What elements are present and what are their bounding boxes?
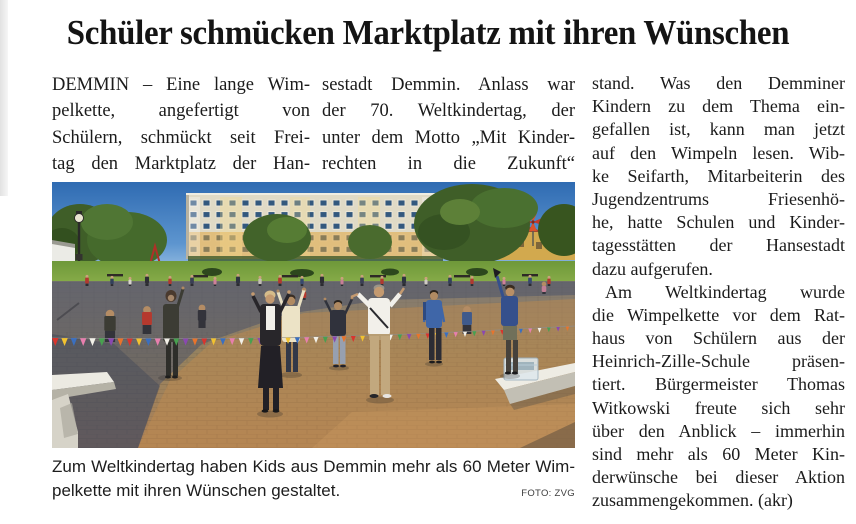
headline: Schüler schmücken Marktplatz mit ihren Wünschen bbox=[66, 13, 790, 52]
article-text-line: derwünsche bei dieser Aktion bbox=[592, 467, 845, 488]
article-text-line: auf den Wimpeln lesen. Wib- bbox=[592, 142, 845, 163]
article-text-line: haus von Schülern aus der bbox=[592, 328, 845, 349]
article-text-line: über den Anblick – immerhin bbox=[592, 420, 845, 441]
article-column-3 bbox=[592, 72, 845, 513]
article-text-line: stand. Was den Demminer bbox=[592, 73, 845, 93]
article-text-line: tagesstätten der Hansestadt bbox=[592, 235, 845, 256]
photo-credit: FOTO: ZVG bbox=[521, 488, 575, 499]
article-text-line: pelkette, angefertigt von bbox=[52, 101, 310, 122]
article-text-line: Am Weltkindertag wurde bbox=[605, 281, 845, 302]
photo-apartment-building bbox=[186, 193, 445, 261]
article-text-line: Kindern zu dem Thema ein- bbox=[592, 96, 845, 117]
photo-caption bbox=[52, 455, 575, 506]
article-text-line: ke Seifarth, Mitarbeiterin des bbox=[592, 165, 845, 186]
article-text-line: rechten in die Zukunft“ bbox=[322, 154, 575, 175]
article-text-line: he, hatte Schulen und Kinder- bbox=[592, 212, 845, 233]
article-text-line: Schülern, schmückt seit Frei- bbox=[52, 127, 310, 148]
caption-line-1: Zum Weltkindertag haben Kids aus Demmin mehr als 60 Meter Wim- bbox=[52, 457, 575, 476]
article-text-line: die Wimpelkette vor dem Rat- bbox=[592, 304, 845, 325]
article-text-line: tag den Marktplatz der Han- bbox=[52, 154, 310, 175]
article-text-line: DEMMIN – Eine lange Wim- bbox=[52, 75, 310, 95]
caption-line-2: pelkette mit ihren Wünschen gestaltet. bbox=[52, 481, 341, 500]
article-text-line: sestadt Demmin. Anlass war bbox=[322, 75, 575, 95]
article-column-1 bbox=[52, 72, 310, 178]
article-text-line: Jugendzentrums Friesenhö- bbox=[592, 188, 845, 209]
article-text-line: dazu aufgerufen. bbox=[592, 258, 713, 279]
article-text-line: tiert. Bürgermeister Thomas bbox=[592, 374, 845, 395]
article-photo bbox=[52, 182, 575, 448]
article-text-line: zusammengekommen. (akr) bbox=[592, 490, 793, 511]
scan-edge-shade bbox=[0, 0, 8, 196]
article-column-2 bbox=[322, 72, 575, 178]
article-text-line: Witkowski freute sich sehr bbox=[592, 397, 845, 418]
article-text-line: der 70. Weltkindertag, der bbox=[322, 101, 575, 122]
article-text-line: Heinrich-Zille-Schule präsen- bbox=[592, 351, 845, 372]
article-text-line: sind mehr als 60 Meter Kin- bbox=[592, 444, 845, 464]
article-text-line: unter dem Motto „Mit Kinder- bbox=[322, 127, 575, 148]
photo-pavement bbox=[52, 282, 575, 448]
article-text-line: gefallen ist, kann man jetzt bbox=[592, 119, 845, 140]
